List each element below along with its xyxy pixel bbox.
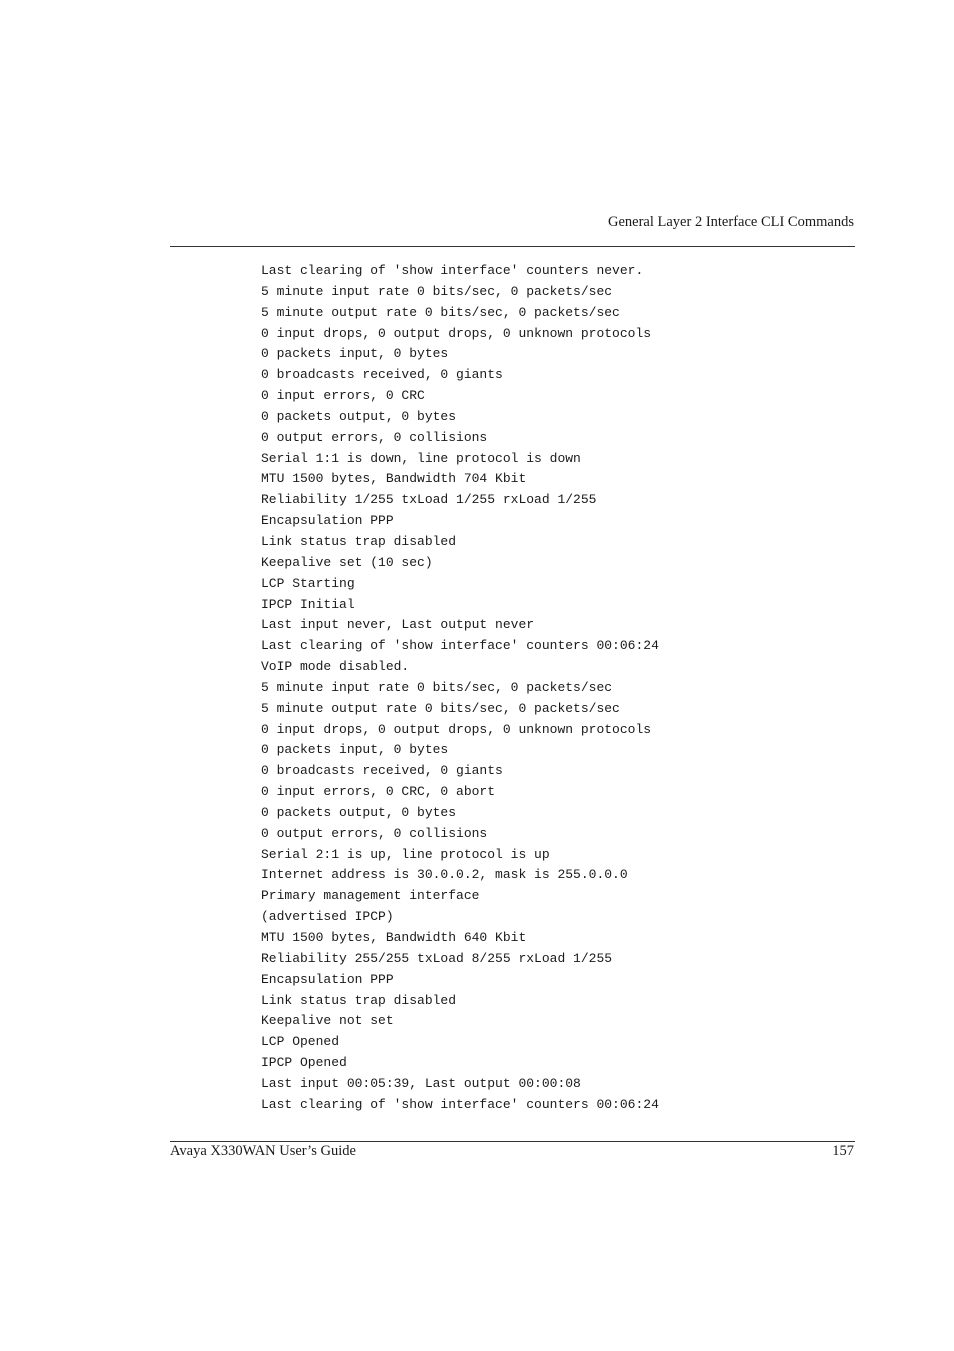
cli-output-line: 5 minute output rate 0 bits/sec, 0 packets/sec: [261, 700, 620, 716]
cli-output-line: 5 minute input rate 0 bits/sec, 0 packets/sec: [261, 679, 613, 695]
cli-output-line: LCP Opened: [261, 1034, 340, 1050]
cli-output-line: Last clearing of 'show interface' counters 00:06:24: [261, 638, 659, 654]
cli-output-line: Last input 00:05:39, Last output 00:00:08: [261, 1075, 581, 1091]
cli-output-line: Last input never, Last output never: [261, 617, 535, 633]
cli-output-line: VoIP mode disabled.: [261, 659, 410, 675]
running-footer: [170, 1143, 854, 1160]
cli-output-line: IPCP Opened: [261, 1055, 347, 1071]
page-number: 157: [832, 1143, 854, 1159]
cli-output-line: 0 broadcasts received, 0 giants: [261, 367, 503, 383]
cli-output-line: Keepalive not set: [261, 1013, 394, 1029]
cli-output-block: [261, 261, 851, 1116]
running-header: General Layer 2 Interface CLI Commands: [608, 214, 854, 230]
cli-output-line: Encapsulation PPP: [261, 971, 394, 987]
cli-output-line: 0 input errors, 0 CRC, 0 abort: [261, 784, 496, 800]
cli-output-line: 0 packets input, 0 bytes: [261, 742, 449, 758]
cli-output-line: 0 broadcasts received, 0 giants: [261, 763, 503, 779]
cli-output-line: Serial 2:1 is up, line protocol is up: [261, 846, 550, 862]
cli-output-line: 0 input errors, 0 CRC: [261, 388, 425, 404]
cli-output-line: Primary management interface: [261, 888, 480, 904]
cli-output-line: LCP Starting: [261, 575, 355, 591]
cli-output-line: Last clearing of 'show interface' counters 00:06:24: [261, 1096, 659, 1112]
cli-output-line: 0 packets output, 0 bytes: [261, 408, 457, 424]
cli-output-line: MTU 1500 bytes, Bandwidth 704 Kbit: [261, 471, 527, 487]
cli-output-line: MTU 1500 bytes, Bandwidth 640 Kbit: [261, 930, 527, 945]
header-rule: [170, 246, 855, 247]
cli-output-line: 0 output errors, 0 collisions: [261, 825, 488, 841]
footer-rule: [170, 1141, 855, 1142]
document-title: Avaya X330WAN User’s Guide: [170, 1143, 356, 1159]
cli-output-line: 0 output errors, 0 collisions: [261, 429, 488, 445]
cli-output-line: Reliability 1/255 txLoad 1/255 rxLoad 1/255: [261, 492, 597, 508]
cli-output-line: Link status trap disabled: [261, 533, 457, 549]
cli-output-line: 5 minute input rate 0 bits/sec, 0 packets/sec: [261, 283, 613, 299]
cli-output-line: IPCP Initial: [261, 596, 355, 612]
cli-output-line: 0 input drops, 0 output drops, 0 unknown protocols: [261, 325, 652, 341]
cli-output-line: Last clearing of 'show interface' counters never.: [261, 263, 644, 278]
cli-output-line: Link status trap disabled: [261, 992, 457, 1008]
cli-output-line: Keepalive set (10 sec): [261, 554, 433, 570]
cli-output-line: Encapsulation PPP: [261, 513, 394, 529]
cli-output-line: Serial 1:1 is down, line protocol is down: [261, 450, 581, 466]
cli-output-line: 5 minute output rate 0 bits/sec, 0 packets/sec: [261, 304, 620, 320]
cli-output-line: 0 input drops, 0 output drops, 0 unknown protocols: [261, 721, 652, 737]
cli-output-line: Internet address is 30.0.0.2, mask is 255.0.0.0: [261, 867, 628, 883]
cli-output-line: 0 packets input, 0 bytes: [261, 346, 449, 362]
cli-output-line: Reliability 255/255 txLoad 8/255 rxLoad 1/255: [261, 950, 613, 966]
cli-output-line: 0 packets output, 0 bytes: [261, 804, 457, 820]
cli-output-line: (advertised IPCP): [261, 909, 394, 925]
